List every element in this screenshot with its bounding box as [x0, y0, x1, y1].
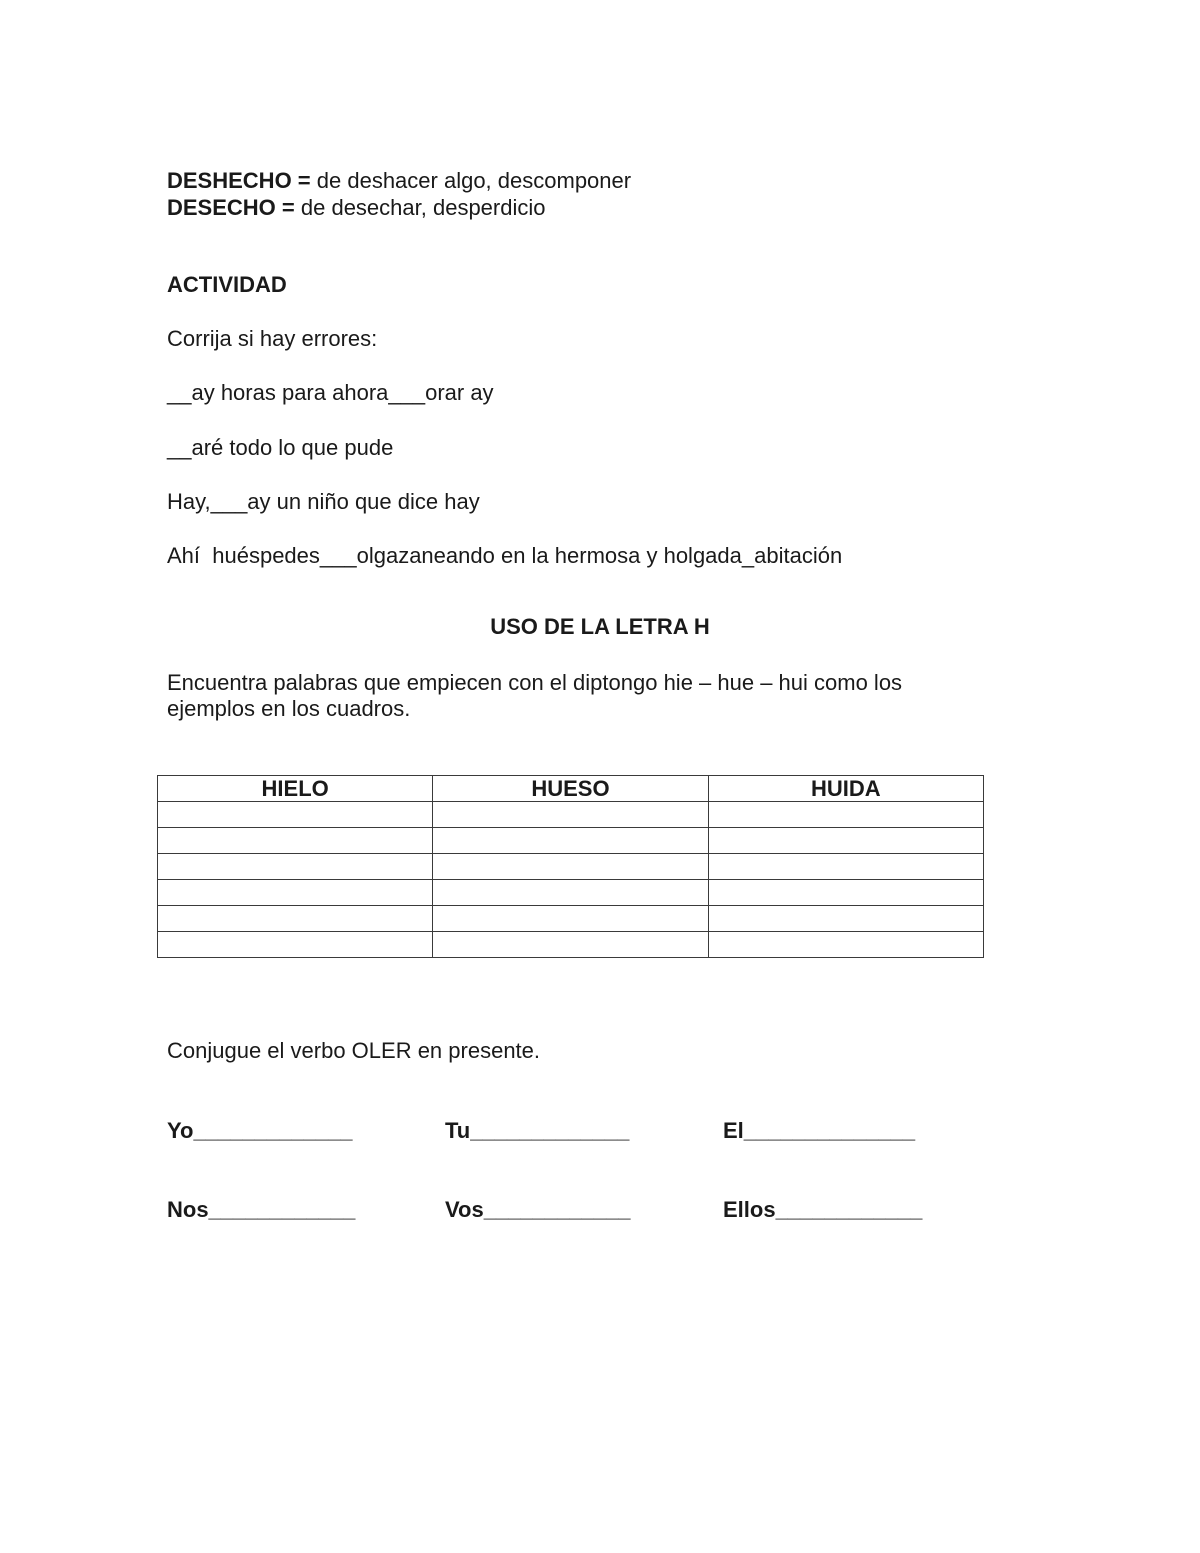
table-header: HIELO [158, 776, 433, 802]
table-cell[interactable] [158, 854, 433, 880]
table-row [158, 932, 984, 958]
table-cell[interactable] [708, 854, 983, 880]
table-row [158, 854, 984, 880]
conjugation-vos[interactable]: Vos____________ [445, 1197, 631, 1222]
table-cell[interactable] [433, 802, 708, 828]
table-cell[interactable] [158, 932, 433, 958]
definition-meaning: de desechar, desperdicio [294, 195, 546, 220]
conjugation-instruction: Conjugue el verbo OLER en presente. [167, 1038, 541, 1063]
table-header: HUESO [433, 776, 708, 802]
activity-sentence: __aré todo lo que pude [167, 435, 394, 460]
table-cell[interactable] [158, 802, 433, 828]
definition-meaning: de deshacer algo, descomponer [310, 168, 632, 193]
table-row [158, 906, 984, 932]
table-header-row [158, 776, 984, 802]
table-cell[interactable] [708, 906, 983, 932]
table-cell[interactable] [433, 906, 708, 932]
definition-deshecho [167, 168, 631, 194]
table-header: HUIDA [708, 776, 983, 802]
table-cell[interactable] [433, 854, 708, 880]
definition-desecho [167, 195, 546, 221]
table-row [158, 880, 984, 906]
table-cell[interactable] [708, 932, 983, 958]
definition-term: DESHECHO = [167, 168, 311, 193]
activity-sentence: Ahí huéspedes___olgazaneando en la hermosa y holgada_abitación [167, 543, 843, 568]
table-cell[interactable] [158, 828, 433, 854]
table-cell[interactable] [158, 906, 433, 932]
activity-sentence: Hay,___ay un niño que dice hay [167, 489, 480, 514]
table-cell[interactable] [433, 880, 708, 906]
section-instruction-line2: ejemplos en los cuadros. [167, 696, 411, 721]
conjugation-yo[interactable]: Yo_____________ [167, 1118, 353, 1143]
table-row [158, 802, 984, 828]
word-table [157, 775, 984, 958]
conjugation-nos[interactable]: Nos____________ [167, 1197, 356, 1222]
section-title: USO DE LA LETRA H [490, 614, 710, 639]
activity-instruction: Corrija si hay errores: [167, 326, 378, 351]
table-cell[interactable] [708, 828, 983, 854]
conjugation-ellos[interactable]: Ellos____________ [723, 1197, 923, 1222]
conjugation-tu[interactable]: Tu_____________ [445, 1118, 630, 1143]
table-cell[interactable] [433, 932, 708, 958]
table-cell[interactable] [433, 828, 708, 854]
table-cell[interactable] [708, 880, 983, 906]
table-row [158, 828, 984, 854]
table-cell[interactable] [708, 802, 983, 828]
definition-term: DESECHO = [167, 195, 295, 220]
conjugation-el[interactable]: El______________ [723, 1118, 916, 1143]
section-instruction-line1: Encuentra palabras que empiecen con el diptongo hie – hue – hui como los [167, 670, 903, 695]
table-cell[interactable] [158, 880, 433, 906]
activity-sentence: __ay horas para ahora___orar ay [167, 380, 494, 405]
activity-heading: ACTIVIDAD [167, 272, 287, 297]
